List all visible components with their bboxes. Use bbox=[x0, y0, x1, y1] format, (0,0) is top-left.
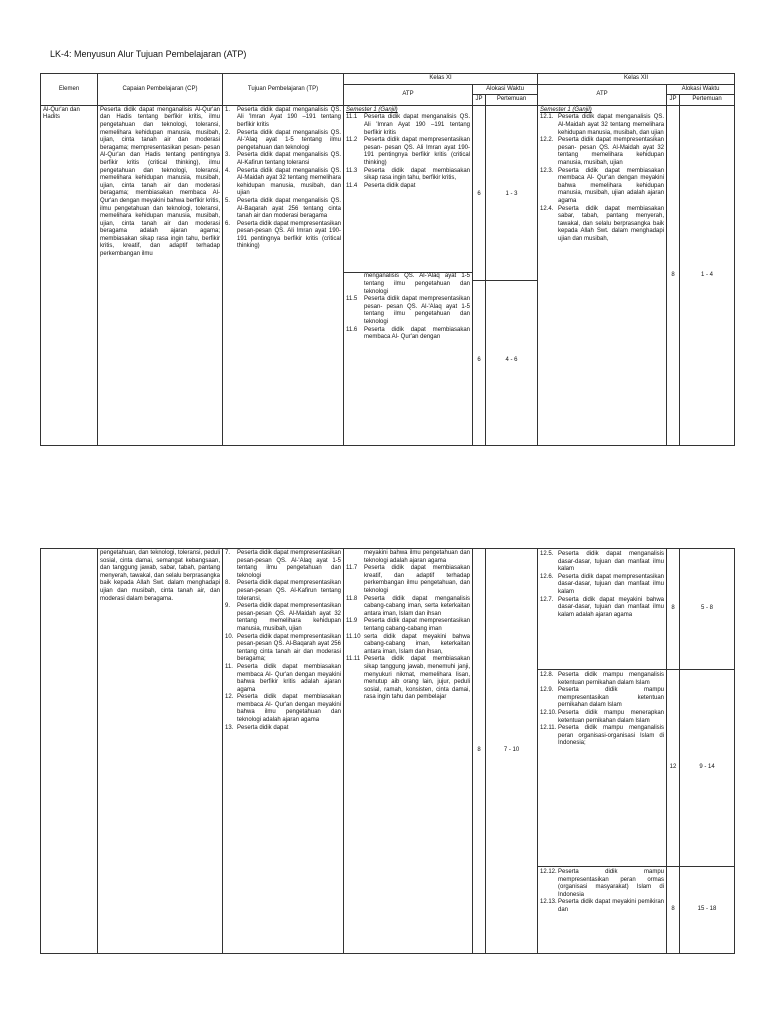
xii-jp-b: 12 bbox=[667, 670, 679, 867]
list-item-text: Peserta didik dapat menganalisis QS. Ali 'Imran Ayat 190 –191 tentang berfikir kritis bbox=[237, 106, 341, 128]
list-item bbox=[225, 664, 341, 694]
list-item-number: 12.10. bbox=[540, 709, 557, 716]
list-item-number: 7. bbox=[225, 550, 231, 556]
list-item bbox=[540, 597, 664, 620]
list-item-number: 12.4. bbox=[540, 205, 554, 212]
elemen-cell-2 bbox=[41, 549, 98, 954]
list-item-text: Peserta didik dapat membiasakan sikap tanggung jawab, menemuhi janji, menyukuri nikmat, memelihara lisan, menutup aib orang lain, jujur, peduli sosial, ramah, konsisten, cinta damai, rasa ingin tahu dan pembelajar bbox=[364, 656, 470, 701]
header-atp-xii: ATP bbox=[538, 84, 667, 105]
list-item-text: Peserta didik mampu mempresentasikan ketentuan pernikahan dalam Islam bbox=[558, 687, 664, 709]
list-item-text: Peserta didik dapat membiasakan membaca Al- Qur'an dengan meyakini bahwa ilmu pengetahuan dan teknologi adalah ajaran agama bbox=[237, 694, 341, 724]
list-item-number: 12.1. bbox=[540, 114, 554, 121]
xii-atp-cell-2 bbox=[538, 549, 667, 954]
list-item bbox=[346, 327, 470, 342]
list-item bbox=[225, 130, 341, 153]
list-item-number: 11.10 bbox=[346, 633, 361, 640]
tp-cell-2 bbox=[223, 549, 344, 954]
list-item-number: 11. bbox=[225, 663, 233, 670]
list-item-text: Peserta didik dapat membiasakan kreatif, dan adaptif terhadap perkembangan ilmu pengetahuan, dan teknologi bbox=[364, 565, 470, 594]
list-item bbox=[346, 168, 470, 183]
list-item-text: Peserta didik dapat mempresentasikan tentang cabang-cabang iman bbox=[364, 618, 470, 632]
list-item-text: Peserta didik dapat mempresentasikan pesan- pesan QS. Al-Maidah ayat 32 tentang memelihara kehidupan manusia, musibah, ujian bbox=[558, 137, 665, 166]
header-atp-xi: ATP bbox=[344, 84, 473, 105]
list-item-number: 12.13. bbox=[540, 899, 557, 906]
list-item-text: Peserta didik mampu mempresentasikan peran ormas (organisasi masyarakat) Islam di Indonesia bbox=[558, 869, 664, 898]
header-kelas-xii: Kelas XII bbox=[538, 74, 735, 85]
list-item-text: Peserta didik dapat mempresentasikan pesan-pesan QS. Al-Baqarah ayat 256 tentang cinta tanah air dan moderasi beragama; bbox=[237, 633, 341, 663]
xii-pertemuan-a: 5 - 8 bbox=[680, 549, 734, 670]
list-item-number: 11.8 bbox=[346, 595, 358, 602]
list-item bbox=[225, 550, 341, 580]
list-item-number: 12.11. bbox=[540, 725, 557, 732]
list-item-text: Peserta didik dapat menganalisis QS. Al-Kafirun tentang toleransi bbox=[237, 152, 341, 166]
list-item bbox=[540, 672, 664, 687]
header-pertemuan-xii: Pertemuan bbox=[680, 95, 735, 106]
cp-cell: Peserta didik dapat menganalisis Al-Qur'an dan Hadis tentang berfikir kritis, ilmu pengetahuan dan teknologi, toleransi, memelihara kehidupan manusia, musibah, ujian, cinta tanah air dan moderasi beragama; mempresentasikan pesan- pesan Al-Qur'an dan Hadis tentang pentingnya berfikir kritis (critical thinking), ilmu pengetahuan dan teknologi, toleransi, memelihara kehidupan manusia, musibah, ujian, cinta tanah air dan moderasi beragama; membiasakan membaca Al- Qur'an dengan meyakini bahwa berfikir kritis, ilmu pengetahuan dan teknologi, toleransi, memelihara kehidupan manusia, musibah, ujian, cinta tanah air dan moderasi beragama adalah ajaran agama; membiasakan sikap rasa ingin tahu, berfikir kritis, kreatif, dan adaptif terhadap perkembangan ilmu bbox=[98, 105, 223, 445]
xii-pertemuan-c: 15 - 18 bbox=[697, 906, 717, 913]
atp-table-page-2 bbox=[40, 548, 735, 954]
list-item-text: Peserta didik dapat menganalisis cabang-cabang iman, serta keterkaitan antara iman, Islam dan ihsan bbox=[364, 595, 470, 617]
list-item bbox=[540, 725, 664, 748]
list-item bbox=[540, 551, 664, 574]
header-pertemuan-xi: Pertemuan bbox=[486, 95, 538, 106]
list-item bbox=[346, 114, 470, 137]
cp-cell-2: pengetahuan, dan teknologi, toleransi, peduli sosial, cinta damai, semangat kebangsaan, dan tanggung jawab, sabar, tabah, pantang menyerah, tawakal, dan selalu berprasangka baik kepada Allah Swt. dalam menghadapi ujian dan musibah, cinta tanah air, dan moderasi dalam beragama. bbox=[98, 549, 223, 954]
list-item-number: 11.11 bbox=[346, 656, 361, 663]
list-item-number: 2. bbox=[225, 129, 231, 136]
list-item-number: 12.6. bbox=[540, 573, 554, 580]
list-item-text: Peserta didik dapat mempresentasikan pesan- pesan QS. Ali Imran ayat 190-191 pentingnya berfikir kritis (critical thinking) bbox=[364, 137, 470, 166]
list-item-number: 11.7 bbox=[346, 565, 358, 572]
list-item-text: Peserta didik dapat mempresentasikan pesan-pesan QS. Al-'Alaq ayat 1-5 tentang ilmu pengetahuan dan teknologi bbox=[237, 550, 341, 579]
list-item bbox=[225, 634, 341, 664]
header-cp: Capaian Pembelajaran (CP) bbox=[98, 74, 223, 106]
list-item-number: 12.8. bbox=[540, 672, 554, 678]
list-item-number: 6. bbox=[225, 220, 231, 227]
list-item-number: 8. bbox=[225, 580, 231, 587]
list-item bbox=[225, 221, 341, 251]
list-item-number: 12. bbox=[225, 694, 234, 701]
xii-pertemuan-cell: 1 - 4 bbox=[680, 105, 735, 445]
header-alokasi-xi: Alokasi Waktu bbox=[473, 84, 538, 95]
xii-pertemuan-cell-2 bbox=[680, 549, 735, 954]
list-item bbox=[540, 114, 664, 137]
list-item bbox=[225, 168, 341, 198]
xi-atp-continuation-2: meyakini bahwa ilmu pengetahuan dan teknologi adalah ajaran agama bbox=[364, 550, 470, 564]
xi-pertemuan-b: 4 - 6 bbox=[505, 357, 518, 364]
list-item-text: Peserta didik dapat menganalisis dasar-dasar, tujuan dan manfaat ilmu kalam bbox=[558, 551, 664, 573]
list-item-text: Peserta didik dapat meyakini pemikiran dan bbox=[558, 899, 664, 913]
list-item-number: 13. bbox=[225, 724, 234, 731]
list-item bbox=[346, 137, 470, 167]
list-item bbox=[346, 656, 470, 702]
list-item-number: 11.4 bbox=[346, 182, 358, 189]
list-item-text: Peserta didik dapat bbox=[237, 724, 289, 731]
list-item bbox=[346, 565, 470, 595]
xi-atp-cell bbox=[344, 105, 473, 445]
list-item-text: Peserta didik dapat mempresentasikan pesan-pesan QS. Al-Kafirun tentang toleransi, bbox=[237, 580, 341, 602]
list-item bbox=[346, 183, 470, 191]
list-item bbox=[540, 869, 664, 899]
list-item-text: Peserta didik dapat menganalisis QS. Al-'Alaq ayat 1-5 tentang ilmu pengetahuan dan teknologi bbox=[237, 129, 341, 151]
list-item-text: Peserta didik dapat menganalisis QS. Al-Baqarah ayat 256 tentang cinta tanah air dan moderasi beragama bbox=[237, 197, 341, 220]
list-item-number: 12.7. bbox=[540, 596, 554, 603]
list-item-number: 12.2. bbox=[540, 137, 554, 144]
xi-jp-b: 6 bbox=[477, 357, 481, 364]
list-item-number: 12.9. bbox=[540, 687, 554, 694]
xii-semester-label: Semester 1 (Ganjil) bbox=[540, 106, 592, 113]
list-item bbox=[540, 137, 664, 167]
xii-jp-a: 8 bbox=[667, 549, 679, 670]
list-item-number: 1. bbox=[225, 106, 231, 113]
list-item-text: Peserta didik dapat membiasakan sikap rasa ingin tahu, berfikir kritis, bbox=[364, 167, 470, 182]
xi-pertemuan-cell-2: 7 - 10 bbox=[486, 549, 538, 954]
list-item bbox=[225, 603, 341, 633]
list-item-number: 3. bbox=[225, 152, 231, 159]
list-item-text: Peserta didik dapat mempresentasikan pesan-pesan QS. Al-Maidah ayat 32 tentang memelihara kehidupan manusia, musibah, ujian bbox=[237, 603, 341, 632]
list-item bbox=[225, 152, 341, 167]
xi-jp-cell-2: 8 bbox=[473, 549, 486, 954]
list-item-text: Peserta didik mampu menganalisis ketentuan pernikahan dalam Islam bbox=[558, 672, 664, 686]
list-item-text: Peserta didik dapat membiasakan membaca Al- Qur'an dengan meyakini bahwa memelihara kehidupan manusia, musibah, ujian adalah ajaran agama bbox=[558, 167, 665, 204]
list-item-text: Peserta didik dapat menganalisis QS. Ali 'Imran Ayat 190 –191 tentang berfikir kritis bbox=[364, 114, 470, 136]
list-item bbox=[346, 296, 470, 326]
list-item-text: Peserta didik dapat menganalisis QS. Al-Maidah ayat 32 tentang memelihara kehidupan manusia, musibah, dan ujian bbox=[558, 114, 665, 136]
list-item-number: 12.3. bbox=[540, 167, 554, 174]
list-item bbox=[540, 899, 664, 914]
xii-pertemuan-b: 9 - 14 bbox=[680, 670, 734, 867]
xi-pertemuan-cell bbox=[486, 105, 538, 445]
list-item-number: 9. bbox=[225, 603, 231, 610]
list-item bbox=[540, 168, 664, 206]
xi-jp-a: 6 bbox=[473, 110, 485, 281]
list-item-text: Peserta didik dapat mempresentasikan pesan-pesan QS. Ali Imran ayat 190-191 pentingnya berfikir kritis (critical thinking) bbox=[237, 220, 341, 250]
list-item-number: 11.1 bbox=[346, 114, 358, 121]
list-item bbox=[225, 694, 341, 724]
list-item-text: Peserta didik dapat mempresentasikan pesan- pesan QS. Al-'Alaq ayat 1-5 tentang ilmu pengetahuan dan teknologi bbox=[364, 296, 470, 325]
list-item-text: Peserta didik dapat menganalisis QS. Al-Maidah ayat 32 tentang memelihara kehidupan manusia, musibah, dan ujian bbox=[237, 167, 341, 197]
list-item-text: Peserta didik dapat membiasakan sabar, tabah, pantang menyerah, tawakal, dan selalu berprasangka baik kepada Allah Swt. dalam menghadapi ujian dan musibah, bbox=[558, 205, 665, 242]
xii-jp-cell: 8 bbox=[667, 105, 680, 445]
list-item bbox=[540, 574, 664, 597]
list-item bbox=[346, 634, 470, 657]
header-jp-xi: JP bbox=[473, 95, 486, 106]
list-item-number: 11.2 bbox=[346, 137, 358, 144]
list-item-number: 11.9 bbox=[346, 618, 358, 625]
list-item-text: Peserta didik dapat bbox=[364, 182, 416, 189]
list-item-text: Peserta didik dapat membiasakan membaca Al- Qur'an dengan meyakini bahwa berfikir kritis adalah ajaran agama bbox=[237, 663, 341, 693]
header-jp-xii: JP bbox=[667, 95, 680, 106]
list-item-number: 4. bbox=[225, 167, 231, 174]
elemen-cell: Al-Qur'an dan Hadits bbox=[41, 105, 98, 445]
list-item bbox=[225, 725, 341, 733]
xi-pertemuan-a: 1 - 3 bbox=[486, 110, 537, 281]
list-item-number: 11.5 bbox=[346, 296, 358, 303]
header-kelas-xi: Kelas XI bbox=[344, 74, 538, 85]
list-item-number: 12.12. bbox=[540, 869, 557, 875]
xi-atp-continuation: menganalisis QS. Al-'Alaq ayat 1-5 tentang ilmu pengetahuan dan teknologi bbox=[364, 273, 470, 295]
list-item bbox=[540, 206, 664, 244]
list-item-text: Peserta didik mampu menerapkan ketentuan pernikahan dalam Islam bbox=[558, 709, 664, 724]
header-alokasi-xii: Alokasi Waktu bbox=[667, 84, 735, 95]
list-item bbox=[225, 107, 341, 130]
xi-atp-cell-2 bbox=[344, 549, 473, 954]
list-item-number: 10. bbox=[225, 633, 234, 640]
xi-semester-label: Semester 1 (Ganjil) bbox=[346, 106, 398, 113]
list-item bbox=[346, 618, 470, 633]
xii-jp-cell-2 bbox=[667, 549, 680, 954]
list-item-text: Peserta didik dapat meyakini bahwa dasar-dasar, tujuan dan manfaat ilmu kalam adalah ajaran agama bbox=[558, 596, 664, 618]
list-item bbox=[225, 580, 341, 603]
atp-table-page-1 bbox=[40, 73, 735, 446]
xi-jp-cell bbox=[473, 105, 486, 445]
list-item-number: 11.3 bbox=[346, 167, 358, 174]
header-tp: Tujuan Pembelajaran (TP) bbox=[223, 74, 344, 106]
header-elemen: Elemen bbox=[41, 74, 98, 106]
list-item-text: Peserta didik dapat membiasakan membaca Al- Qur'an dengan bbox=[364, 326, 470, 341]
xii-atp-cell bbox=[538, 105, 667, 445]
list-item bbox=[540, 710, 664, 725]
tp-cell bbox=[223, 105, 344, 445]
list-item-text: Peserta didik mampu menganalisis peran organisasi-organisasi Islam di Indonesia; bbox=[558, 725, 664, 747]
list-item bbox=[540, 687, 664, 710]
list-item bbox=[225, 198, 341, 221]
xii-jp-c: 8 bbox=[671, 906, 675, 913]
list-item-text: Peserta didik dapat mempresentasikan dasar-dasar, tujuan dan manfaat ilmu kalam bbox=[558, 573, 664, 595]
list-item-text: serta didik dapat meyakini bahwa cabang-cabang iman, keterkaitan antara iman, Islam dan ihsan, bbox=[364, 633, 470, 655]
list-item-number: 5. bbox=[225, 197, 231, 204]
list-item-number: 11.6 bbox=[346, 326, 358, 333]
list-item-number: 12.5. bbox=[540, 551, 554, 557]
list-item bbox=[346, 596, 470, 619]
page-title: LK-4: Menyusun Alur Tujuan Pembelajaran (ATP) bbox=[50, 49, 247, 59]
